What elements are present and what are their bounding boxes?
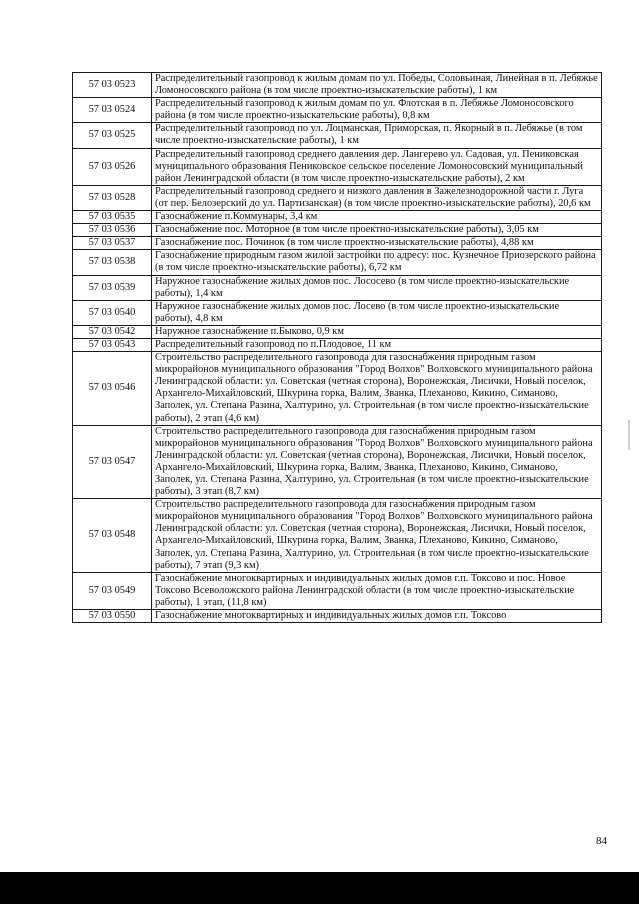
item-code: 57 03 0537: [73, 237, 152, 250]
item-code: 57 03 0547: [73, 425, 152, 499]
item-description: Строительство распределительного газопровода для газоснабжения природным газом микрорайонов муниципального образования "Город Волхов" Волховского муниципального района Ленинградской области: ул. Советская (четная сторона), Воронежская, Лисички, Новый поселок, Архангело-Михайловский, Шкурина горка, Валим, Званка, Плеханово, Кикино, Симаново, Заполек, ул. Степана Разина, Халтурино, ул. Строительная (в том числе проектно-изыскательские работы), 3 этап (8,7 км): [152, 425, 602, 499]
table-row: [73, 237, 602, 250]
table-row: [73, 250, 602, 275]
item-description: Наружное газоснабжение жилых домов пос. Лососево (в том числе проектно-изыскательские работы), 1,4 км: [152, 275, 602, 300]
item-code: 57 03 0549: [73, 572, 152, 609]
item-description: Газоснабжение п.Коммунары, 3,4 км: [152, 211, 602, 224]
item-description: Строительство распределительного газопровода для газоснабжения природным газом микрорайонов муниципального образования "Город Волхов" Волховского муниципального района Ленинградской области: ул. Советская (четная сторона), Воронежская, Лисички, Новый поселок, Архангело-Михайловский, Шкурина горка, Валим, Званка, Плеханово, Кикино, Симаново, Заполек, ул. Степана Разина, Халтурино, ул. Строительная (в том числе проектно-изыскательские работы), 2 этап (4,6 км): [152, 352, 602, 426]
table-row: [73, 572, 602, 609]
item-code: 57 03 0523: [73, 73, 152, 98]
item-code: 57 03 0528: [73, 185, 152, 210]
table-row: [73, 185, 602, 210]
table-row: [73, 338, 602, 351]
item-code: 57 03 0540: [73, 300, 152, 325]
item-code: 57 03 0546: [73, 352, 152, 426]
scan-bottom-border: [0, 872, 639, 904]
item-code: 57 03 0543: [73, 338, 152, 351]
item-description: Газоснабжение пос. Моторное (в том числе проектно-изыскательские работы), 3,05 км: [152, 224, 602, 237]
item-code: 57 03 0538: [73, 250, 152, 275]
item-description: Газоснабжение пос. Починок (в том числе проектно-изыскательские работы), 4,88 км: [152, 237, 602, 250]
item-description: Наружное газоснабжение жилых домов пос. Лосево (в том числе проектно-изыскательские работы), 4,8 км: [152, 300, 602, 325]
item-description: Распределительный газопровод к жилым домам по ул. Флотская в п. Лебяжье Ломоносовского района (в том числе проектно-изыскательские работы), 0,8 км: [152, 98, 602, 123]
item-code: 57 03 0550: [73, 610, 152, 623]
item-description: Газоснабжение природным газом жилой застройки по адресу: пос. Кузнечное Приозерского района (в том числе проектно-изыскательские работы), 6,72 км: [152, 250, 602, 275]
table-row: [73, 211, 602, 224]
scan-edge-mark: [628, 420, 630, 450]
item-description: Наружное газоснабжение п.Быково, 0,9 км: [152, 325, 602, 338]
item-description: Распределительный газопровод по ул. Лоцманская, Приморская, п. Якорный в п. Лебяжье (в том числе проектно-изыскательские работы), 1 км: [152, 123, 602, 148]
item-description: Распределительный газопровод по п.Плодовое, 11 км: [152, 338, 602, 351]
table-row: [73, 73, 602, 98]
table-row: [73, 425, 602, 499]
table-row: [73, 499, 602, 573]
table-row: [73, 325, 602, 338]
table-row: [73, 98, 602, 123]
table-row: [73, 610, 602, 623]
item-code: 57 03 0548: [73, 499, 152, 573]
table-row: [73, 224, 602, 237]
item-code: 57 03 0535: [73, 211, 152, 224]
item-description: Распределительный газопровод среднего и низкого давления в Зажелезнодорожной части г. Луга (от пер. Белозерский до ул. Партизанская) (в том числе проектно-изыскательские работы), 20,6 км: [152, 185, 602, 210]
item-description: Строительство распределительного газопровода для газоснабжения природным газом микрорайонов муниципального образования "Город Волхов" Волховского муниципального района Ленинградской области: ул. Советская (четная сторона), Воронежская, Лисички, Новый поселок, Архангело-Михайловский, Шкурина горка, Валим, Званка, Плеханово, Кикино, Симаново, Заполек, ул. Степана Разина, Халтурино, ул. Строительная (в том числе проектно-изыскательские работы), 7 этап (9,3 км): [152, 499, 602, 573]
table-row: [73, 275, 602, 300]
item-code: 57 03 0542: [73, 325, 152, 338]
item-description: Газоснабжение многоквартирных и индивидуальных жилых домов г.п. Токсово: [152, 610, 602, 623]
item-code: 57 03 0525: [73, 123, 152, 148]
item-code: 57 03 0524: [73, 98, 152, 123]
item-description: Распределительный газопровод среднего давления дер. Лангерево ул. Садовая, ул. Пениковская муниципального образования Пениковское сельское поселение Ломоносовский муниципальный район Ленинградской области (в том числе проектно-изыскательские работы), 2 км: [152, 148, 602, 185]
table-row: [73, 352, 602, 426]
table-row: [73, 300, 602, 325]
item-code: 57 03 0536: [73, 224, 152, 237]
page-number: 84: [596, 835, 607, 847]
item-code: 57 03 0539: [73, 275, 152, 300]
item-description: Газоснабжение многоквартирных и индивидуальных жилых домов г.п. Токсово и пос. Новое Токсово Всеволожского района Ленинградской области (в том числе проектно-изыскательские работы), 1 этап, (11,8 км): [152, 572, 602, 609]
item-description: Распределительный газопровод к жилым домам по ул. Победы, Соловьиная, Линейная в п. Лебяжье Ломоносовского района (в том числе проектно-изыскательские работы), 1 км: [152, 73, 602, 98]
table-row: [73, 123, 602, 148]
budget-items-table: [72, 72, 602, 623]
table-row: [73, 148, 602, 185]
item-code: 57 03 0526: [73, 148, 152, 185]
